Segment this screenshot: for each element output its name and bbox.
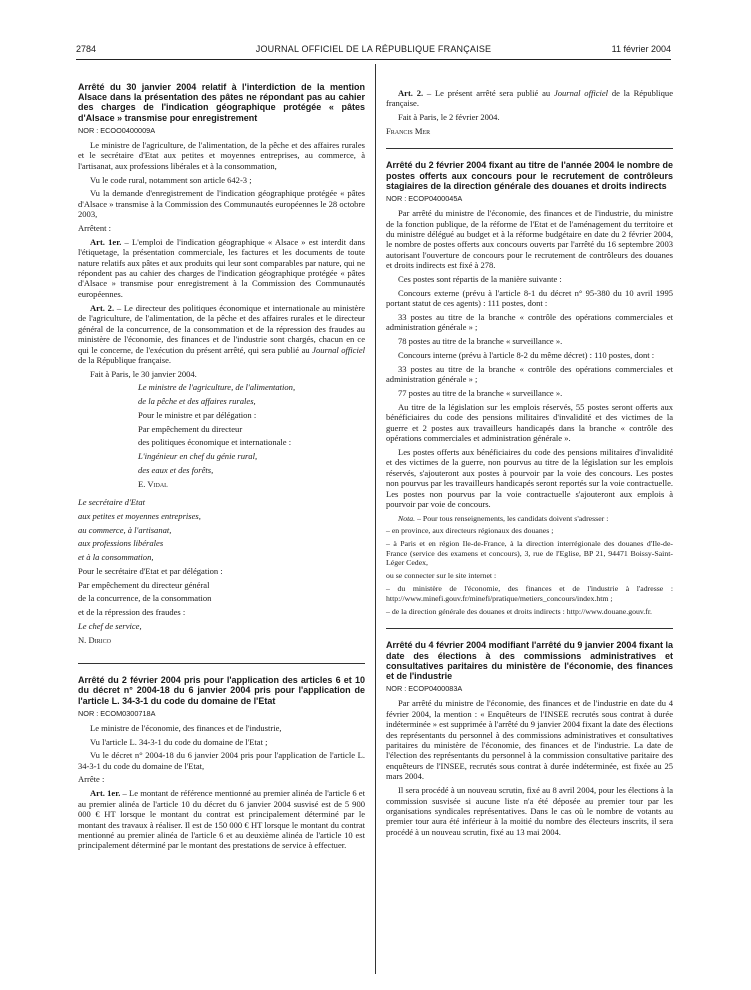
signatory-name: E. Vidal: [138, 478, 168, 489]
column-divider: [375, 64, 376, 974]
visa: Vu le décret n° 2004-18 du 6 janvier 2004 pris pour l'application de l'article L. 34-3-1 du code du domaine de l'Etat,: [78, 750, 365, 771]
decree-title: Arrêté du 30 janvier 2004 relatif à l'interdiction de la mention Alsace dans la présentation des pâtes ne répondant pas au cahier des charges de l'indication géographique protégée « pâtes d'Alsace » transmise pour enregistrement: [78, 82, 365, 123]
decree-separator: [386, 148, 673, 149]
paragraph: Les postes offerts aux bénéficiaires du code des pensions militaires d'invalidité et des victimes de la guerre, non pourvus au titre de la législation sur les emplois réservés, s'ajouteront aux postes à pourvoir par la voie des concours. Les postes non pourvus par les travailleurs handicapés seront reportés sur la voie contractuelle. Les postes non pourvus par la voie contractuelle s'ajouteront aux emplois à pourvoir par voie de concours.: [386, 446, 673, 510]
arrete-heading: Arrête :: [78, 774, 105, 785]
nota-item: – à Paris et en région Ile-de-France, à la direction interrégionale des douanes d'Ile-de-France (service des examens et concours), 3, rue de l'Eglise, BP 21, 94471 Boissy-Saint-Léger Cedex,: [386, 539, 673, 568]
decree-title: Arrêté du 4 février 2004 modifiant l'arrêté du 9 janvier 2004 fixant la date des élections à des commissions administratives et consultatives paritaires du ministère de l'économie, des finances et de l'industrie: [386, 640, 673, 681]
signature-block-secretary: Le secrétaire d'Etat aux petites et moyennes entreprises, au commerce, à l'artisanat, aux professions libérales et à la consommation, Pour le secrétaire d'Etat et par délégation : Par empêchement du directeur général de la concurrence, de la consommation et de la répression des fraudes : Le chef de service, N. Dirico: [78, 497, 248, 645]
signatory-name: Francis Mer: [386, 125, 431, 136]
visa: Vu la demande d'enregistrement de l'indication géographique protégée « pâtes d'Alsace » transmise à la Commission des Communautés européennes le 28 octobre 2003,: [78, 188, 365, 220]
signature-block-minister: Le ministre de l'agriculture, de l'alimentation, de la pêche et des affaires rurales, Pour le ministre et par délégation : Par empêchement du directeur des politiques économique et internationale : L'ingénieur en chef du génie rural, des eaux et des forêts, E. Vidal: [138, 382, 365, 489]
decree-domaine-etat: [78, 675, 365, 851]
paragraph: Concours externe (prévu à l'article 8-1 du décret n° 95-380 du 10 avril 1995 portant statut de ces agents) : 111 postes, dont :: [386, 287, 673, 309]
paragraph: 77 postes au titre de la branche « surveillance ».: [398, 387, 563, 398]
nor-reference: NOR : ECOM0300718A: [78, 709, 156, 719]
journal-title: JOURNAL OFFICIEL DE LA RÉPUBLIQUE FRANÇAISE: [255, 44, 492, 54]
preamble: Le ministre de l'agriculture, de l'alimentation, de la pêche et des affaires rurales et le secrétaire d'Etat aux petites et moyennes entreprises, au commerce, à l'artisanat, aux professions libérales et à la consommation,: [78, 139, 365, 171]
decree-title: Arrêté du 2 février 2004 fixant au titre de l'année 2004 le nombre de postes offerts aux concours pour le recrutement de contrôleurs stagiaires de la direction générale des douanes et droits indirects: [386, 160, 673, 191]
paragraph: Concours interne (prévu à l'article 8-2 du même décret) : 110 postes, dont :: [398, 349, 655, 360]
article-1: Art. 1er. – Le montant de référence mentionné au premier alinéa de l'article 6 et au premier alinéa de l'article 10 du décret du 6 janvier 2004 susvisé est de 5 900 000 € HT lorsque le montant du contrat est principalement déterminé par le montant des travaux à réaliser. Il est de 150 000 € HT lorsque le montant du contrat mentionné au premier alinéa de l'article 6 et au deuxième alinéa de l'article 10 est principalement déterminé par le montant des prestations de service à effectuer.: [78, 788, 365, 851]
decree-separator: [78, 663, 365, 664]
article-2: Art. 2. – Le présent arrêté sera publié au Journal officiel de la République française.: [386, 88, 674, 109]
decree-alsace: [78, 82, 365, 645]
paragraph: Par arrêté du ministre de l'économie, des finances et de l'industrie en date du 4 février 2004, la mention : « Enquêteurs de l'INSEE recrutés sous contrat à durée indéterminée » est supprimée à l'arrêté du 9 janvier 2004 fixant la date des élections des représentants du personnel à des commissions administratives et consultatives paritaires du ministère de l'économie, des finances et de l'industrie. La date de l'élection des représentants du personnel à la commission consultative paritaire des enquêteurs de l'INSEE, recrutés sous contrat à durée indéterminée, est fixée au 25 mars 2004.: [386, 698, 673, 782]
decree-title: Arrêté du 2 février 2004 pris pour l'application des articles 6 et 10 du décret n° 2004-18 du 6 janvier 2004 pris pour l'application de l'article L. 34-3-1 du code du domaine de l'Etat: [78, 675, 365, 706]
visa: Vu le code rural, notamment son article 642-3 ;: [90, 174, 252, 185]
paragraph: 78 postes au titre de la branche « surveillance ».: [398, 336, 563, 347]
paragraph: Il sera procédé à un nouveau scrutin, fixé au 8 avril 2004, pour les élections à la commission susvisée si aucune liste n'a été déposée au premier tour par les organisations syndicales représentatives. Dans le cas où le nombre de votants au premier tour aura été inférieur à la moitié du nombre des électeurs inscrits, il sera procédé à un nouveau scrutin, fixé au 13 mai 2004.: [386, 785, 673, 837]
article-label: Art. 2.: [90, 302, 115, 313]
issue-date: 11 février 2004: [611, 44, 671, 54]
right-column: [386, 88, 673, 841]
nota-link: – de la direction générale des douanes et droits indirects : http://www.douane.gouv.fr.: [386, 606, 652, 616]
article-label: Art. 1er.: [90, 236, 122, 247]
nota-item: – en province, aux directeurs régionaux des douanes ;: [386, 526, 554, 536]
place-date: Fait à Paris, le 30 janvier 2004.: [90, 368, 197, 379]
nota-intro: Nota. – Pour tous renseignements, les candidats doivent s'adresser :: [398, 513, 609, 523]
preamble: Le ministre de l'économie, des finances et de l'industrie,: [90, 722, 282, 733]
decree-douanes-concours: [386, 160, 673, 616]
visa: Vu l'article L. 34-3-1 du code du domaine de l'Etat ;: [90, 736, 268, 747]
header-rule: [76, 59, 671, 60]
decree-domaine-etat-continued: [386, 88, 673, 136]
article-label: Art. 1er.: [90, 788, 121, 799]
nor-reference: NOR : ECOP0400045A: [386, 194, 463, 204]
page-header: [76, 44, 671, 58]
paragraph: Par arrêté du ministre de l'économie, des finances et de l'industrie, du ministre de la fonction publique, de la réforme de l'Etat et de l'aménagement du territoire et du ministre délégué au budget et à la réforme budgétaire en date du 2 février 2004, le nombre de postes offerts aux concours ouverts par l'arrêté du 16 septembre 2003 autorisant l'ouverture de concours pour le recrutement de contrôleurs des douanes et droits indirects est fixé à 278.: [386, 208, 673, 271]
article-1: Art. 1er. – L'emploi de l'indication géographique « Alsace » est interdit dans l'étiquetage, la présentation commerciale, les factures et les documents de toute nature relatifs aux pâtes et aux produits qui leur sont comparables par nature, qui ne répondent pas au cahier des charges de l'indication géographique protégée « pâtes d'Alsace » transmise pour enregistrement à la Commission des Communautés européennes.: [78, 236, 365, 299]
paragraph: Ces postes sont répartis de la manière suivante :: [398, 274, 562, 285]
paragraph: 33 postes au titre de la branche « contrôle des opérations commerciales et administration générale » ;: [386, 312, 673, 333]
place-date: Fait à Paris, le 2 février 2004.: [398, 112, 500, 123]
nota-item: ou se connecter sur le site internet :: [386, 571, 497, 581]
article-2: Art. 2. – Le directeur des politiques économique et internationale au ministère de l'agriculture, de l'alimentation, de la pêche et des affaires rurales et le directeur général de la concurrence, de la consommation et de la répression des fraudes au ministère de l'économie, des finances et de l'industrie sont chargés, chacun en ce qui le concerne, de l'exécution du présent arrêté, qui sera publié au Journal officiel de la République française.: [78, 302, 365, 365]
nor-reference: NOR : ECOO0400009A: [78, 126, 156, 136]
paragraph: 33 postes au titre de la branche « contrôle des opérations commerciales et administration générale » ;: [386, 363, 673, 385]
arretent-heading: Arrêtent :: [78, 222, 111, 233]
page-number: 2784: [76, 44, 97, 54]
paragraph: Au titre de la législation sur les emplois réservés, 55 postes seront offerts aux bénéficiaires du code des pensions militaires d'invalidité et des victimes de la guerre et 2 postes aux travailleurs handicapés dans la branche « contrôle des opérations commerciales et administration générale ».: [386, 401, 673, 444]
decree-separator: [386, 628, 673, 629]
nor-reference: NOR : ECOP0400083A: [386, 684, 463, 694]
left-column: [78, 82, 365, 869]
article-label: Art. 2.: [398, 88, 424, 98]
nota-link: – du ministère de l'économie, des finances et de l'industrie à l'adresse : http://www.minefi.gouv.fr/minefi/pratique/metiers_concours/index.htm ;: [386, 584, 673, 603]
nota-block: [386, 514, 673, 617]
decree-elections-insee: [386, 640, 673, 837]
signatory-name: N. Dirico: [78, 634, 111, 645]
